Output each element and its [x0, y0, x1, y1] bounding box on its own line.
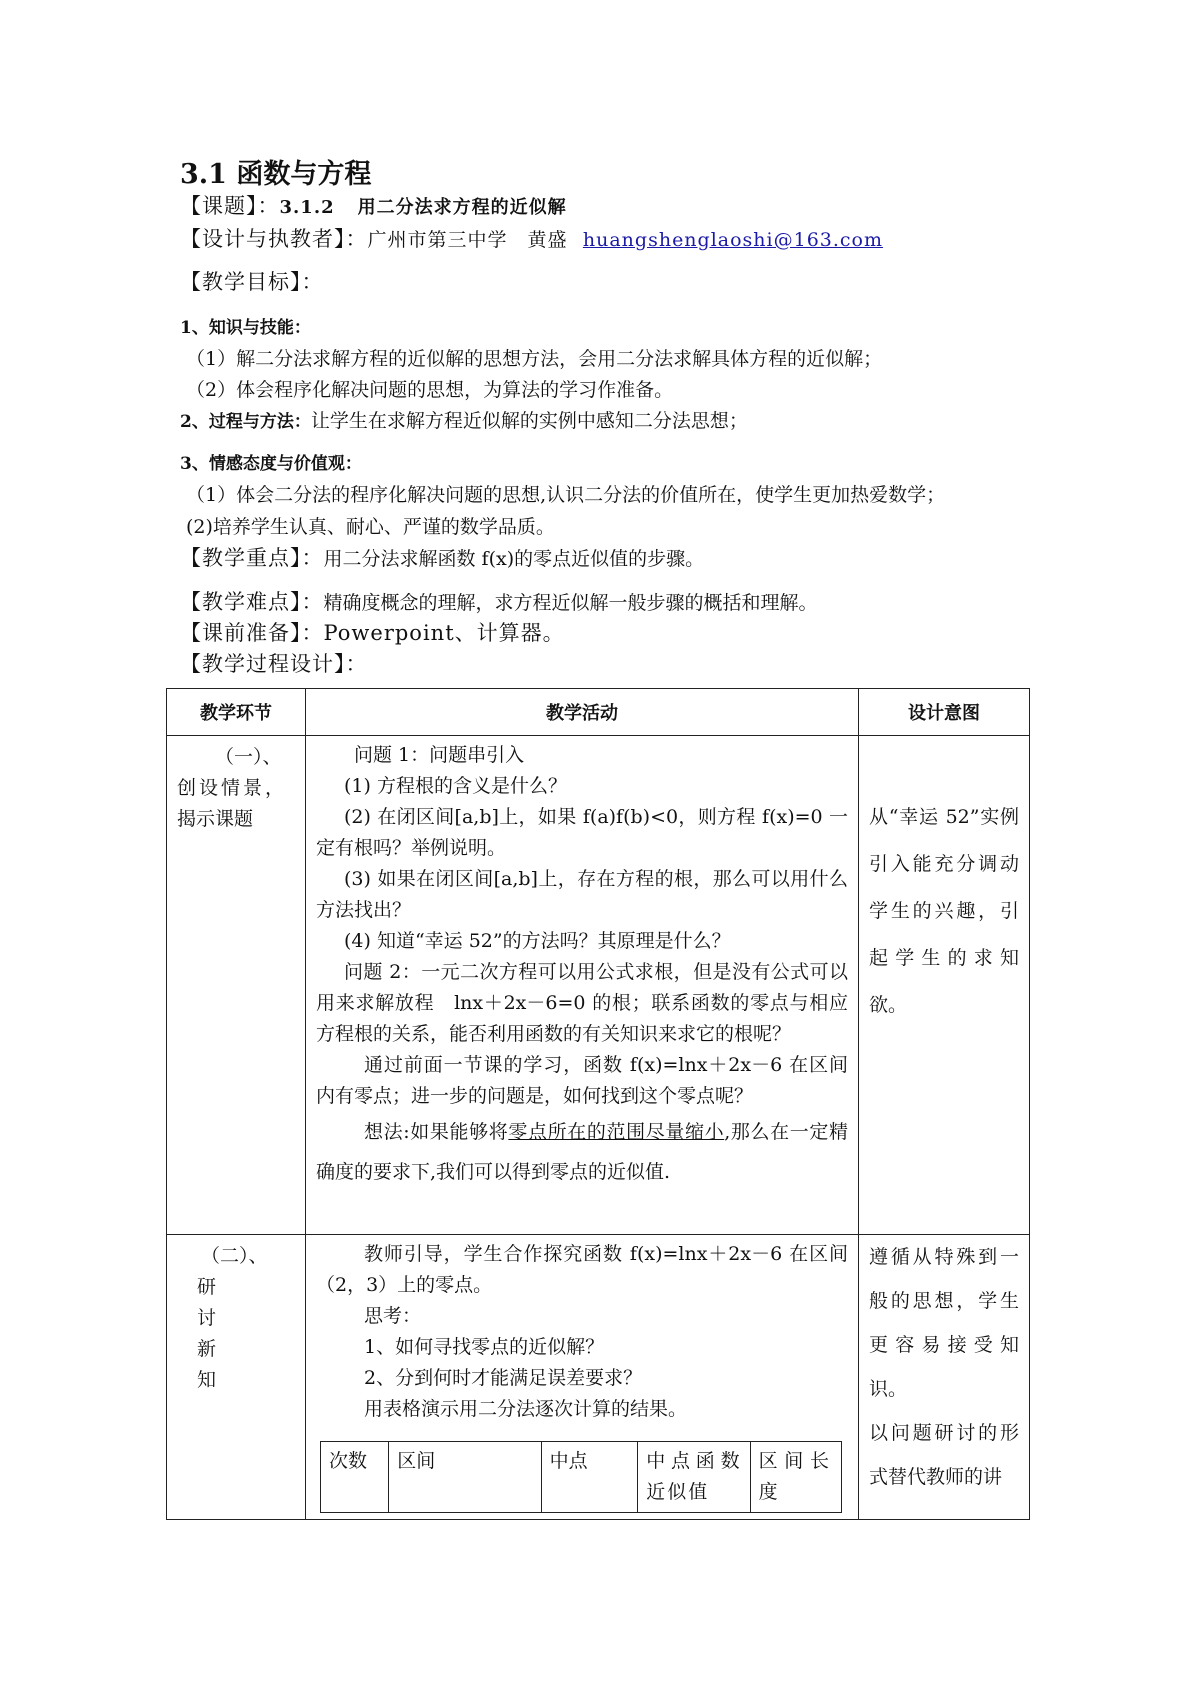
goal3-heading: 3、情感态度与价值观：	[180, 454, 362, 474]
bisection-header-length: 区间长度	[750, 1442, 841, 1513]
bisection-header-interval: 区间	[389, 1442, 541, 1513]
activity-paragraph: (3) 如果在闭区间[a,b]上，存在方程的根，那么可以用什么方法找出？	[316, 868, 848, 921]
topic-label: 【课题】：	[180, 194, 280, 218]
activity-paragraph: (2) 在闭区间[a,b]上，如果 f(a)f(b)<0，则方程 f(x)=0 一定有根吗？举例说明。	[316, 806, 848, 859]
key-point-label: 【教学重点】：	[180, 546, 324, 570]
topic-text: 用二分法求方程的近似解	[357, 197, 567, 218]
table-row	[167, 736, 1030, 1235]
topic-line	[180, 190, 567, 220]
lesson-process-table	[166, 688, 1030, 1520]
bisection-header-midpoint: 中点	[541, 1442, 638, 1513]
goal1-item-1: （1）解二分法求解方程的近似解的思想方法，会用二分法求解具体方程的近似解；	[186, 348, 883, 370]
topic-code: 3.1.2	[279, 197, 335, 218]
activity-paragraph: (4) 知道“幸运 52”的方法吗？其原理是什么？	[344, 930, 731, 952]
bisection-header-mid-value: 中点函数近似值	[638, 1442, 750, 1513]
stage-line: 知	[197, 1369, 217, 1391]
designer-email-link[interactable]: huangshenglaoshi@163.com	[582, 229, 884, 251]
table-row	[167, 1235, 1030, 1520]
bisection-table	[320, 1441, 842, 1513]
difficulty-label: 【教学难点】：	[180, 590, 324, 614]
table-header-row	[167, 689, 1030, 736]
activity-paragraph	[316, 1112, 848, 1192]
difficulty-text: 精确度概念的理解，求方程近似解一般步骤的概括和理解。	[323, 592, 818, 614]
activity-paragraph: 1、如何寻找零点的近似解？	[364, 1336, 605, 1358]
preparation-label: 【课前准备】：	[180, 621, 324, 645]
preparation-line	[180, 617, 565, 647]
row2-activity	[306, 1235, 859, 1520]
activity-paragraph: 教师引导，学生合作探究函数 f(x)=lnx＋2x－6 在区间（2，3）上的零点。	[316, 1243, 848, 1296]
preparation-text: Powerpoint、计算器。	[323, 621, 565, 645]
process-label: 【教学过程设计】：	[180, 652, 368, 676]
bisection-header-row	[321, 1442, 842, 1513]
activity-paragraph: 通过前面一节课的学习，函数 f(x)=lnx＋2x－6 在区间内有零点；进一步的问题是，如何找到这个零点呢？	[316, 1054, 848, 1107]
idea-suffix: ,那么在一定精确度的要求下,我们可以得到零点的近似值.	[316, 1121, 848, 1183]
stage-line: 讨	[197, 1307, 217, 1329]
designer-line	[180, 223, 883, 253]
stage-line: 揭示课题	[177, 808, 254, 830]
difficulty-line	[180, 586, 818, 616]
designer-label: 【设计与执教者】：	[180, 227, 368, 251]
stage-line: （一）、	[215, 746, 282, 768]
key-point-text: 用二分法求解函数 f(x)的零点近似值的步骤。	[323, 548, 705, 570]
activity-paragraph: 问题 2：一元二次方程可以用公式求根，但是没有公式可以用来求解放程 lnx＋2x－6=0 的根；联系函数的零点与相应方程根的关系，能否利用函数的有关知识来求它的根呢？	[316, 961, 848, 1045]
stage-line: 创设情景，	[177, 777, 288, 799]
goal1-heading: 1、知识与技能：	[180, 318, 311, 338]
row1-intent: 从“幸运 52”实例引入能充分调动学生的兴趣，引起学生的求知欲。	[859, 736, 1030, 1235]
row1-stage	[167, 736, 306, 1235]
header-intent: 设计意图	[859, 689, 1030, 736]
goal1-item-2: （2）体会程序化解决问题的思想，为算法的学习作准备。	[186, 379, 674, 401]
header-activity: 教学活动	[306, 689, 859, 736]
stage-line: 新	[197, 1338, 217, 1360]
goal2-text: 让学生在求解方程近似解的实例中感知二分法思想；	[310, 410, 748, 432]
key-point-line	[180, 542, 704, 572]
goals-label: 【教学目标】：	[180, 270, 324, 294]
stage-line: （二）、	[201, 1245, 268, 1267]
idea-prefix: 想法:如果能够将	[364, 1121, 509, 1143]
goal3-item-2: (2)培养学生认真、耐心、严谨的数学品质。	[186, 516, 555, 538]
section-title: 3.1 函数与方程	[180, 159, 372, 190]
row1-activity	[306, 736, 859, 1235]
activity-paragraph: (1) 方程根的含义是什么？	[344, 775, 567, 797]
designer-name: 广州市第三中学 黄盛	[367, 229, 568, 251]
intent-paragraph: 以问题研讨的形式替代教师的讲	[869, 1422, 1019, 1488]
activity-paragraph: 用表格演示用二分法逐次计算的结果。	[364, 1398, 688, 1420]
activity-paragraph: 问题 1：问题串引入	[354, 744, 525, 766]
goal2-heading: 2、过程与方法：	[180, 412, 311, 432]
stage-line: 研	[197, 1276, 217, 1298]
row2-stage	[167, 1235, 306, 1520]
goal3-item-1: （1）体会二分法的程序化解决问题的思想,认识二分法的价值所在，使学生更加热爱数学；	[186, 484, 946, 506]
activity-paragraph: 2、分到何时才能满足误差要求？	[364, 1367, 643, 1389]
goal2-line	[180, 406, 748, 433]
row2-intent	[859, 1235, 1030, 1520]
header-stage: 教学环节	[167, 689, 306, 736]
idea-underline: 零点所在的范围尽量缩小	[508, 1121, 725, 1143]
bisection-header-count: 次数	[321, 1442, 389, 1513]
intent-paragraph: 遵循从特殊到一般的思想，学生更容易接受知识。	[869, 1246, 1019, 1400]
activity-paragraph: 思考：	[364, 1305, 422, 1327]
